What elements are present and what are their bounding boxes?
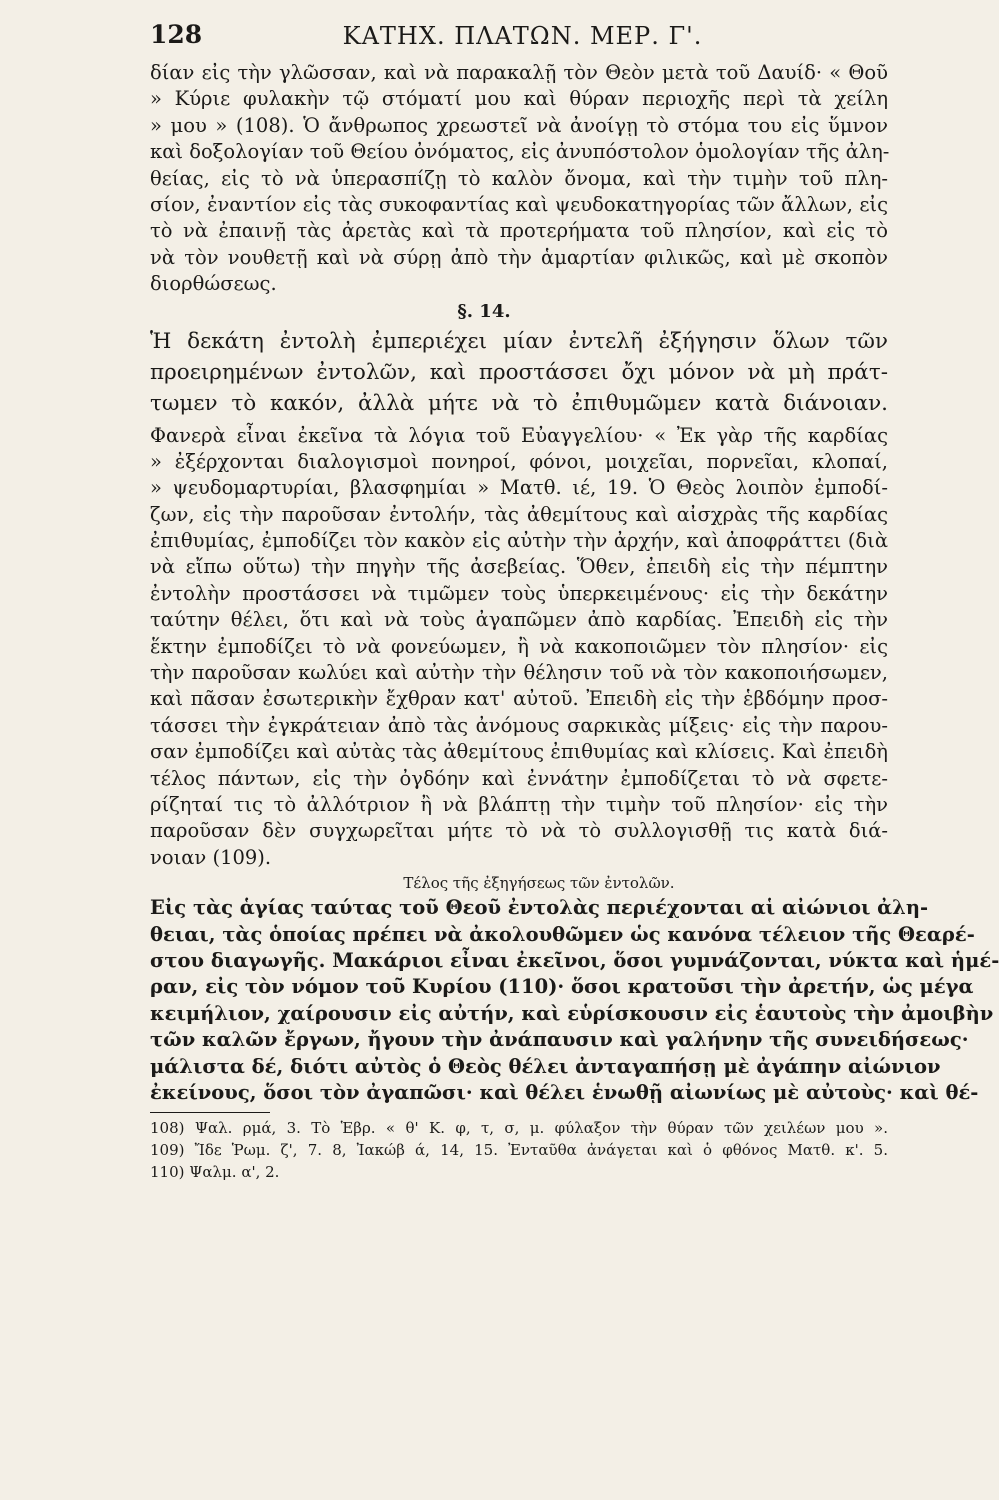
explanation-paragraph xyxy=(150,423,888,872)
text-line: διορθώσεως. xyxy=(150,272,277,296)
footnote: 108) Ψαλ. ρμά, 3. Τὸ Ἑβρ. « θ' Κ. φ, τ, σ, μ. φύλαξον τὴν θύραν τῶν χειλέων μου ». xyxy=(150,1119,888,1138)
text-line: νὰ εἴπω οὕτω) τὴν πηγὴν τῆς ἀσεβείας. Ὅθεν, ἐπειδὴ εἰς τὴν πέμπτην xyxy=(150,555,888,579)
footnote: 110) Ψαλμ. α', 2. xyxy=(150,1163,280,1182)
running-title: ΚΑΤΗΧ. ΠΛΑΤΩΝ. ΜΕΡ. Γ'. xyxy=(342,22,703,50)
closing-paragraph xyxy=(150,895,999,1106)
text-line: θείας, εἰς τὸ νὰ ὑπερασπίζῃ τὸ καλὸν ὄνομα, καὶ τὴν τιμὴν τοῦ πλη- xyxy=(150,166,888,190)
text-line: κειμήλιον, χαίρουσιν εἰς αὐτήν, καὶ εὑρίσκουσιν εἰς ἑαυτοὺς τὴν ἀμοιβὴν xyxy=(150,1001,994,1025)
text-line: » μου » (108). Ὁ ἄνθρωπος χρεωστεῖ νὰ ἀνοίγῃ τὸ στόμα του εἰς ὕμνον xyxy=(150,113,888,137)
text-line: τωμεν τὸ κακόν, ἀλλὰ μήτε νὰ τὸ ἐπιθυμῶμεν κατὰ διάνοιαν. xyxy=(150,390,888,416)
text-line: Εἰς τὰς ἁγίας ταύτας τοῦ Θεοῦ ἐντολὰς περιέχονται αἱ αἰώνιοι ἀλη- xyxy=(150,896,929,920)
text-line: τῶν καλῶν ἔργων, ἤγουν τὴν ἀνάπαυσιν καὶ γαλήνην τῆς συνειδήσεως· xyxy=(150,1028,969,1052)
text-line: νοιαν (109). xyxy=(150,845,272,869)
text-line: Φανερὰ εἶναι ἐκεῖνα τὰ λόγια τοῦ Εὐαγγελίου· « Ἐκ γὰρ τῆς καρδίας xyxy=(150,423,888,447)
text-line: θειαι, τὰς ὁποίας πρέπει νὰ ἀκολουθῶμεν ὡς κανόνα τέλειον τῆς Θεαρέ- xyxy=(150,922,975,946)
text-line: δίαν εἰς τὴν γλῶσσαν, καὶ νὰ παρακαλῇ τὸν Θεὸν μετὰ τοῦ Δαυίδ· « Θοῦ xyxy=(150,61,888,84)
footnotes xyxy=(150,1117,888,1183)
text-line: μάλιστα δέ, διότι αὐτὸς ὁ Θεὸς θέλει ἀνταγαπήσῃ μὲ ἀγάπην αἰώνιον xyxy=(150,1054,941,1078)
text-line: ταύτην θέλει, ὅτι καὶ νὰ τοὺς ἀγαπῶμεν ἀπὸ καρδίας. Ἐπειδὴ εἰς τὴν xyxy=(150,608,888,632)
commandment-statement xyxy=(150,326,888,419)
text-line: τὴν παροῦσαν κωλύει καὶ αὐτὴν τὴν θέλησιν τοῦ νὰ τὸν κακοποιήσωμεν, xyxy=(150,661,888,685)
footnote: 109) Ἴδε Ῥωμ. ζ', 7. 8, Ἰακώβ ά, 14, 15. Ἐνταῦθα ἀνάγεται καὶ ὁ φθόνος Ματθ. κ'. 5. xyxy=(150,1141,888,1160)
text-line: τάσσει τὴν ἐγκράτειαν ἀπὸ τὰς ἀνόμους σαρκικὰς μίξεις· εἰς τὴν παρου- xyxy=(150,713,888,737)
text-line: τέλος πάντων, εἰς τὴν ὀγδόην καὶ ἐννάτην ἐμποδίζεται τὸ νὰ σφετε- xyxy=(150,766,888,790)
subheading: Τέλος τῆς ἐξηγήσεως τῶν ἐντολῶν. xyxy=(403,874,675,893)
text-line: ἐντολὴν προστάσσει νὰ τιμῶμεν τοὺς ὑπερκειμένους· εἰς τὴν δεκάτην xyxy=(150,581,888,605)
text-line: ραν, εἰς τὸν νόμον τοῦ Κυρίου (110)· ὅσοι κρατοῦσι τὴν ἀρετήν, ὡς μέγα xyxy=(150,975,974,999)
text-line: στου διαγωγῆς. Μακάριοι εἶναι ἐκεῖνοι, ὅσοι γυμνάζονται, νύκτα καὶ ἡμέ- xyxy=(150,948,999,972)
page-header xyxy=(150,18,895,58)
text-line: παροῦσαν δὲν συγχωρεῖται μήτε τὸ νὰ τὸ συλλογισθῇ τις κατὰ διά- xyxy=(150,819,888,843)
text-line: » ἐξέρχονται διαλογισμοὶ πονηροί, φόνοι, μοιχεῖαι, πορνεῖαι, κλοπαί, xyxy=(150,449,888,473)
text-line: σίον, ἐναντίον εἰς τὰς συκοφαντίας καὶ ψευδοκατηγορίας τῶν ἄλλων, εἰς xyxy=(150,192,888,216)
text-line: προειρημένων ἐντολῶν, καὶ προστάσσει ὄχι μόνον νὰ μὴ πράτ- xyxy=(150,359,888,385)
page-number: 128 xyxy=(150,20,203,49)
text-line: Ἡ δεκάτη ἐντολὴ ἐμπεριέχει μίαν ἐντελῆ ἐξήγησιν ὅλων τῶν xyxy=(150,328,888,354)
text-line: ἐπιθυμίας, ἐμποδίζει τὸν κακὸν εἰς αὐτὴν τὴν ἀρχήν, καὶ ἀποφράττει (διὰ xyxy=(150,529,888,553)
text-line: ρίζηταί τις τὸ ἀλλότριον ἢ νὰ βλάπτῃ τὴν τιμὴν τοῦ πλησίον· εἰς τὴν xyxy=(150,792,888,816)
footnote-rule xyxy=(150,1112,270,1113)
text-line: σαν ἐμποδίζει καὶ αὐτὰς τὰς ἀθεμίτους ἐπιθυμίας καὶ κλίσεις. Καὶ ἐπειδὴ xyxy=(150,740,888,764)
page-body xyxy=(150,60,999,1183)
text-line: » ψευδομαρτυρίαι, βλασφημίαι » Ματθ. ιέ, 19. Ὁ Θεὸς λοιπὸν ἐμποδί- xyxy=(150,476,888,500)
text-line: ἐκείνους, ὅσοι τὸν ἀγαπῶσι· καὶ θέλει ἑνωθῇ αἰωνίως μὲ αὐτοὺς· καὶ θέ- xyxy=(150,1080,979,1104)
paragraph-continued xyxy=(150,60,888,298)
text-line: καὶ δοξολογίαν τοῦ Θείου ὀνόματος, εἰς ἀνυπόστολον ὁμολογίαν τῆς ἀλη- xyxy=(150,140,890,164)
section-mark: §. 14. xyxy=(457,300,511,322)
text-line: ἕκτην ἐμποδίζει τὸ νὰ φονεύωμεν, ἢ νὰ κακοποιῶμεν τὸν πλησίον· εἰς xyxy=(150,634,888,658)
text-line: καὶ πᾶσαν ἐσωτερικὴν ἔχθραν κατ' αὐτοῦ. Ἐπειδὴ εἰς τὴν ἑβδόμην προσ- xyxy=(150,687,888,711)
text-line: ζων, εἰς τὴν παροῦσαν ἐντολήν, τὰς ἀθεμίτους καὶ αἰσχρὰς τῆς καρδίας xyxy=(150,502,888,526)
text-line: » Κύριε φυλακὴν τῷ στόματί μου καὶ θύραν περιοχῆς περὶ τὰ χείλη xyxy=(150,87,888,111)
text-line: νὰ τὸν νουθετῇ καὶ νὰ σύρῃ ἀπὸ τὴν ἁμαρτίαν φιλικῶς, καὶ μὲ σκοπὸν xyxy=(150,245,888,269)
text-line: τὸ νὰ ἐπαινῇ τὰς ἀρετὰς καὶ τὰ προτερήματα τοῦ πλησίον, καὶ εἰς τὸ xyxy=(150,219,888,243)
